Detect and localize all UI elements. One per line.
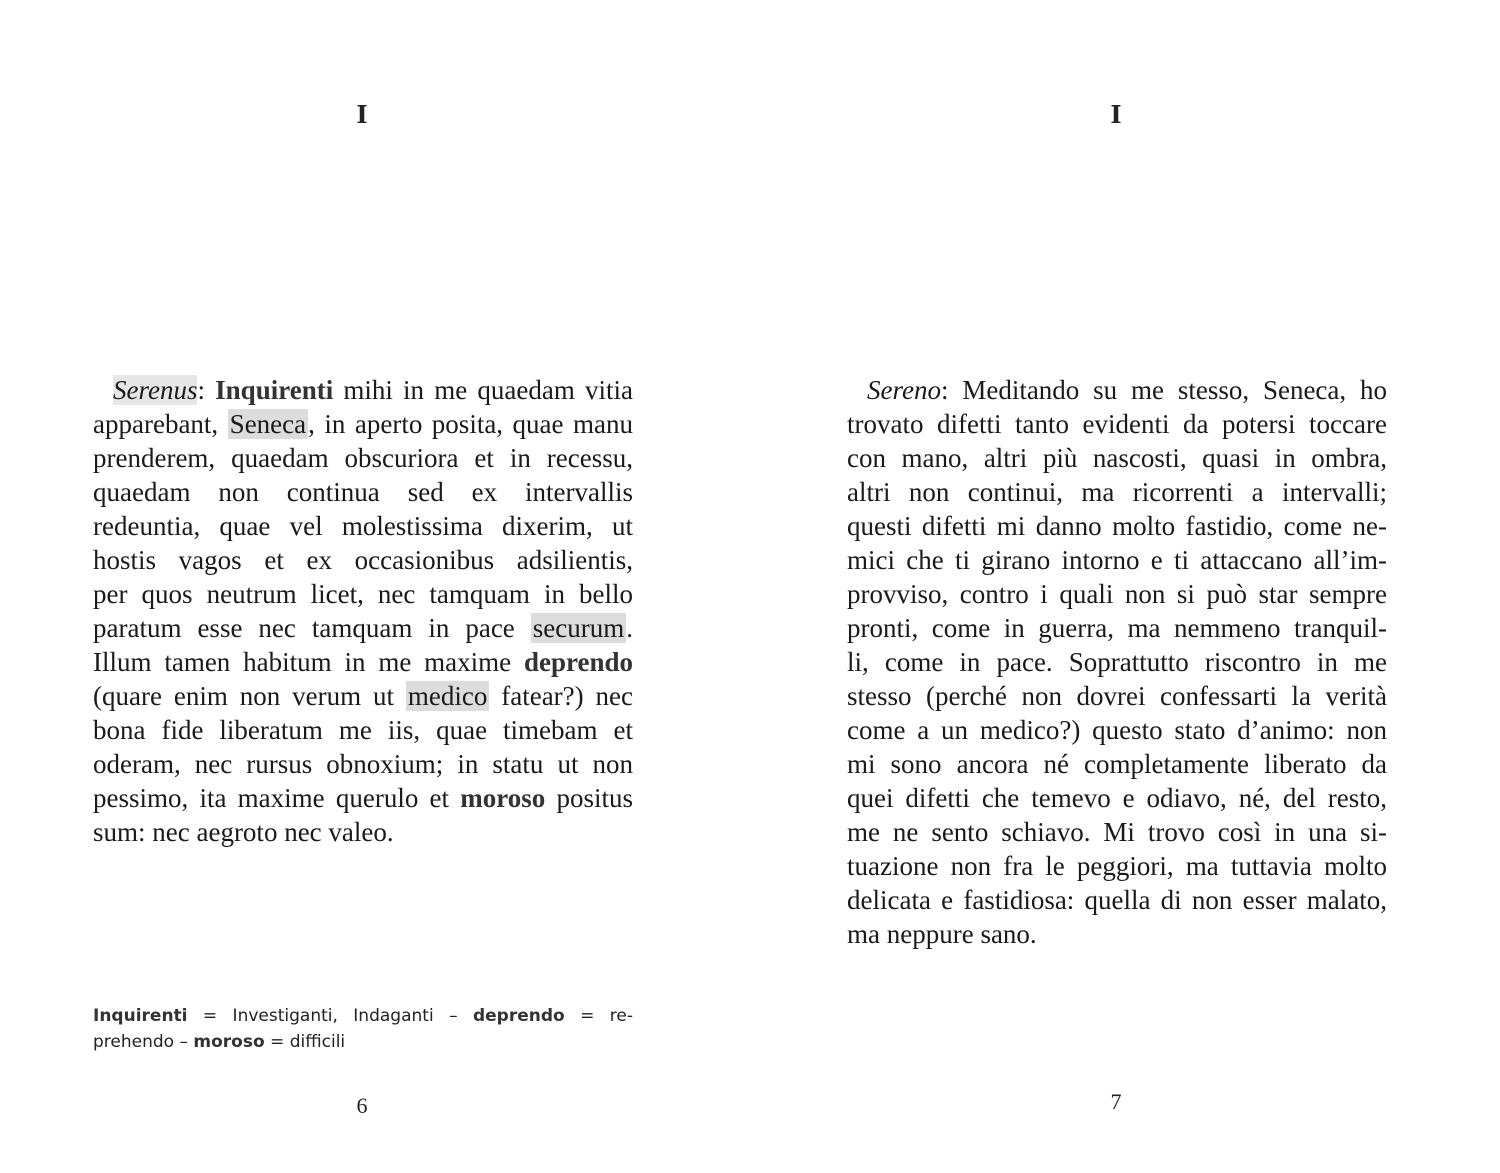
keyword: Inquirenti — [215, 375, 334, 405]
text-line: redeuntia, quae vel molestissima dixerim, ut — [93, 511, 633, 541]
keyword: deprendo — [523, 647, 633, 677]
text-line: li, come in pace. Soprattutto riscontro in me — [847, 647, 1387, 677]
text-line: oderam, nec rursus obnoxium; in statu ut non — [93, 749, 633, 779]
text-line: per quos neutrum licet, nec tamquam in bello — [93, 579, 633, 609]
text-line: trovato difetti tanto evidenti da potersi toccare — [847, 409, 1387, 439]
text-line: tuazione non fra le peggiori, ma tuttavia molto — [847, 851, 1387, 881]
highlighted-word: medico — [407, 681, 488, 711]
text-line: (quare enim non verum ut medico fatear?) nec — [93, 681, 633, 711]
highlighted-word: securum — [532, 613, 625, 643]
text-line: paratum esse nec tamquam in pace securum. — [93, 613, 633, 643]
text-line: Sereno: Meditando su me stesso, Seneca, ho — [867, 375, 1387, 405]
text-line: ma neppure sano. — [847, 919, 1037, 949]
text-line: hostis vagos et ex occasionibus adsilientis, — [93, 545, 633, 575]
text-line: quei difetti che temevo e odiavo, né, del resto, — [847, 783, 1387, 813]
text-line: questi difetti mi danno molto fastidio, come ne- — [847, 511, 1387, 541]
highlighted-word: Seneca — [229, 409, 307, 439]
text-line: quaedam non continua sed ex intervallis — [93, 477, 633, 507]
text-line: stesso (perché non dovrei confessarti la verità — [847, 681, 1387, 711]
text-line: prenderem, quaedam obscuriora et in recessu, — [93, 443, 633, 473]
text-line: pronti, come in guerra, ma nemmeno tranquil- — [847, 613, 1387, 643]
speaker-name: Serenus — [113, 375, 198, 405]
text-line: mici che ti girano intorno e ti attaccano all’im- — [847, 545, 1387, 575]
text-line: Illum tamen habitum in me maxime deprendo — [93, 647, 633, 677]
right-page — [750, 0, 1500, 1173]
text-line: con mano, altri più nascosti, quasi in ombra, — [847, 443, 1387, 473]
text-line: delicata e fastidiosa: quella di non esser malato, — [847, 885, 1387, 915]
speaker-name: Sereno — [867, 375, 941, 405]
latin-text — [93, 373, 633, 849]
page-number: 7 — [1110, 1089, 1122, 1114]
page-number: 6 — [356, 1093, 368, 1118]
text-line: sum: nec aegroto nec valeo. — [93, 817, 394, 847]
italian-translation — [847, 373, 1387, 951]
text-line: me ne sento schiavo. Mi trovo così in una si- — [847, 817, 1387, 847]
text-line: altri non continui, ma ricorrenti a intervalli; — [847, 477, 1387, 507]
glossary-footnote — [93, 1003, 633, 1055]
text-line: provviso, contro i quali non si può star sempre — [847, 579, 1387, 609]
footnote-line: Inquirenti = Investiganti, Indaganti – deprendo = re- — [93, 1006, 633, 1026]
text-line: mi sono ancora né completamente liberato da — [847, 749, 1387, 779]
text-line: Serenus: Inquirenti mihi in me quaedam vitia — [113, 375, 633, 405]
text-line: apparebant, Seneca, in aperto posita, quae manu — [93, 409, 633, 439]
text-line: bona fide liberatum me iis, quae timebam et — [93, 715, 633, 745]
text-line: come a un medico?) questo stato d’animo: non — [847, 715, 1387, 745]
chapter-numeral: I — [356, 100, 368, 129]
chapter-numeral: I — [1110, 100, 1122, 129]
text-line: pessimo, ita maxime querulo et moroso positus — [93, 783, 633, 813]
keyword: moroso — [460, 783, 546, 813]
footnote-line: prehendo – moroso = difficili — [93, 1032, 346, 1052]
